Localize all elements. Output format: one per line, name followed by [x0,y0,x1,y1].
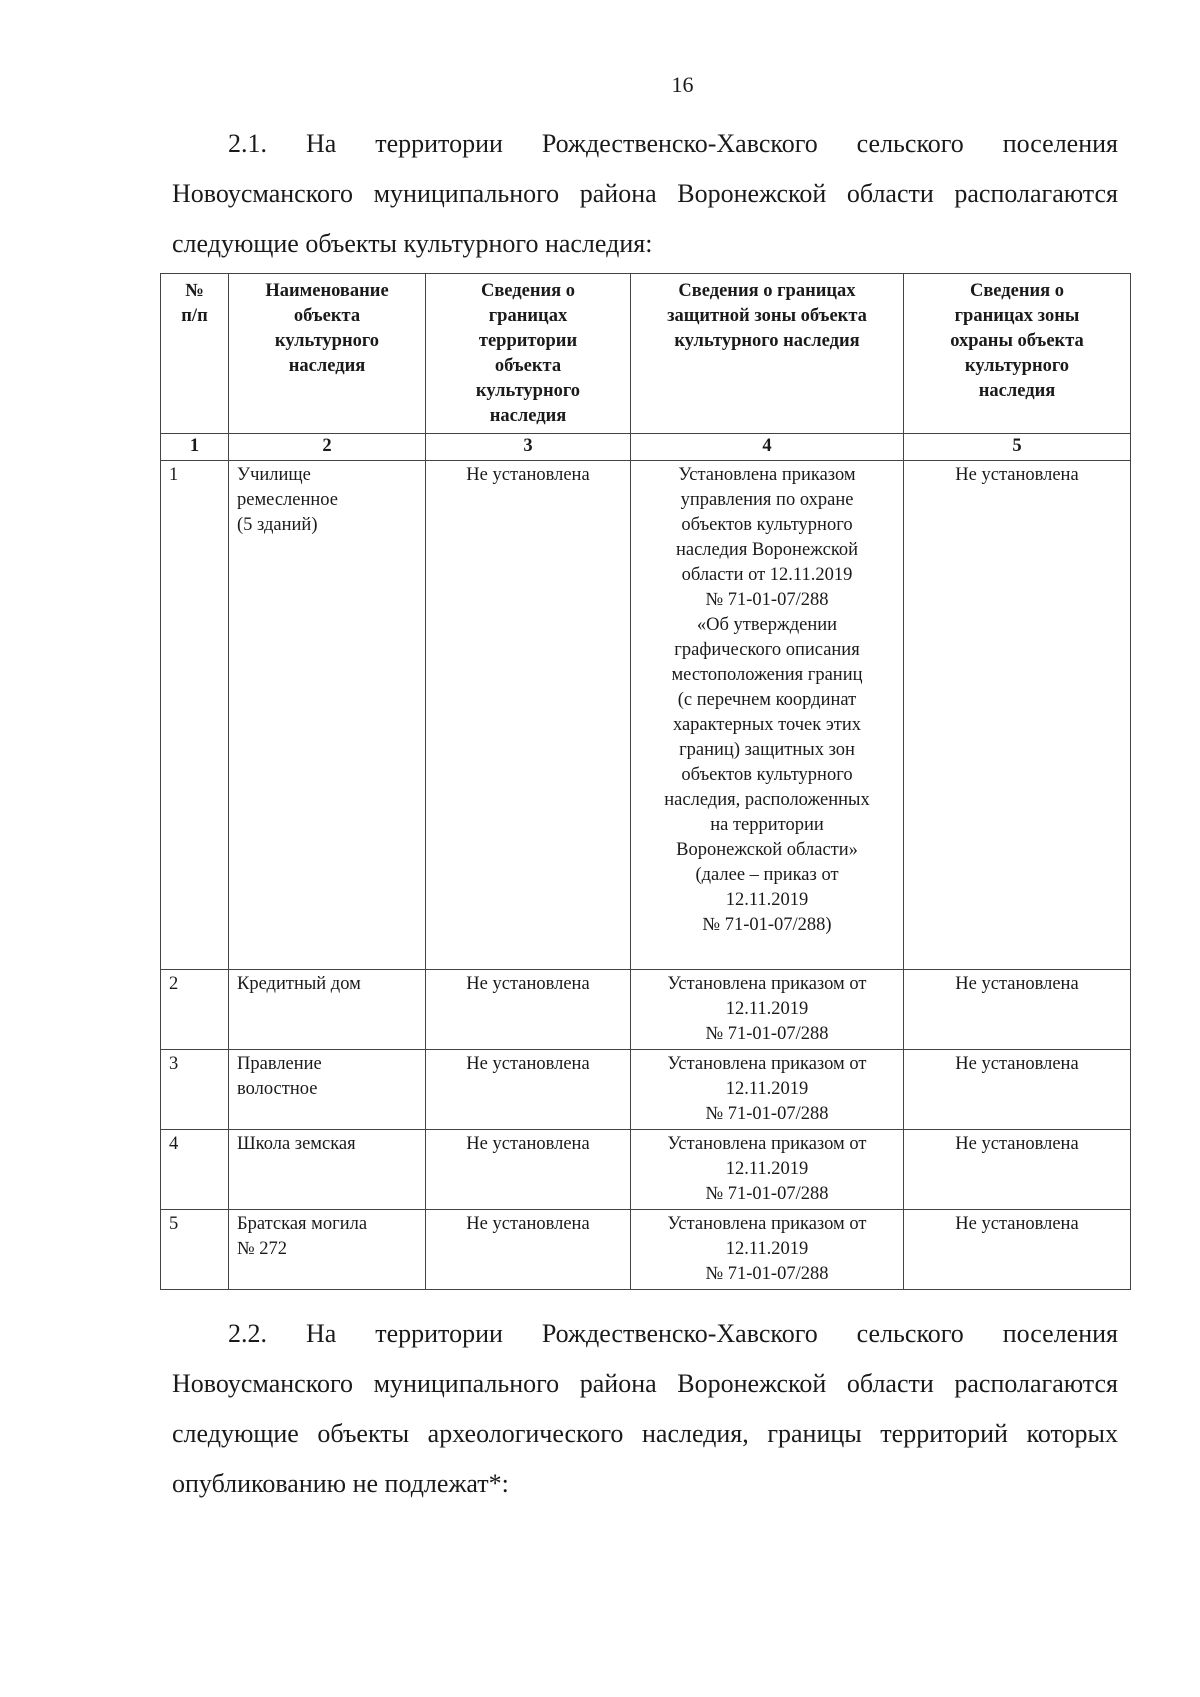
table-row [161,970,1131,1050]
row-number: 2 [161,970,229,1050]
row-number: 3 [161,1050,229,1130]
protective-zone-boundaries: Установлена приказом от 12.11.2019 № 71-01-07/288 [631,1130,904,1210]
protection-zone-boundaries: Не установлена [904,970,1131,1050]
row-number: 1 [161,461,229,970]
protection-zone-boundaries: Не установлена [904,1130,1131,1210]
header-number: № п/п [161,274,229,434]
header-object-name: Наименование объекта культурного наследия [229,274,426,434]
protection-zone-boundaries: Не установлена [904,1210,1131,1290]
paragraph-cultural-heritage-intro: 2.1. На территории Рождественско-Хавского сельского поселения Новоусманского муниципального района Воронежской области располагаются следующие объекты культурного наследия: [172,129,1118,258]
row-number: 4 [161,1130,229,1210]
protective-zone-boundaries: Установлена приказом от 12.11.2019 № 71-01-07/288 [631,970,904,1050]
column-number: 3 [426,434,631,461]
object-name: Училище ремесленное (5 зданий) [229,461,426,970]
table-header-row [161,274,1131,434]
table-row [161,1050,1131,1130]
object-name: Кредитный дом [229,970,426,1050]
territory-boundaries: Не установлена [426,1130,631,1210]
cultural-heritage-table-container [160,273,1130,1290]
object-name: Братская могила № 272 [229,1210,426,1290]
territory-boundaries: Не установлена [426,461,631,970]
header-territory-boundaries: Сведения о границах территории объекта культурного наследия [426,274,631,434]
territory-boundaries: Не установлена [426,970,631,1050]
column-number: 1 [161,434,229,461]
protection-zone-boundaries: Не установлена [904,1050,1131,1130]
column-numbers-row [161,434,1131,461]
protective-zone-boundaries: Установлена приказом от 12.11.2019 № 71-01-07/288 [631,1050,904,1130]
territory-boundaries: Не установлена [426,1210,631,1290]
protective-zone-boundaries: Установлена приказом управления по охране объектов культурного наследия Воронежской области от 12.11.2019 № 71-01-07/288 «Об утверждении графического описания местоположения границ (с перечнем координат характерных точек этих границ) защитных зон объектов культурного наследия, расположенных на территории Воронежской области» (далее – приказ от 12.11.2019 № 71-01-07/288) [631,461,904,970]
column-number: 5 [904,434,1131,461]
header-protection-zone-boundaries: Сведения о границах зоны охраны объекта культурного наследия [904,274,1131,434]
table-row [161,461,1131,970]
table-row [161,1210,1131,1290]
cultural-heritage-table [160,273,1131,1290]
object-name: Правление волостное [229,1050,426,1130]
row-number: 5 [161,1210,229,1290]
column-number: 4 [631,434,904,461]
object-name: Школа земская [229,1130,426,1210]
protective-zone-boundaries: Установлена приказом от 12.11.2019 № 71-01-07/288 [631,1210,904,1290]
header-protective-zone-boundaries: Сведения о границах защитной зоны объекта культурного наследия [631,274,904,434]
paragraph-archaeological-heritage-intro: 2.2. На территории Рождественско-Хавского сельского поселения Новоусманского муниципального района Воронежской области располагаются следующие объекты археологического наследия, границы территорий которых опубликованию не подлежат*: [172,1319,1118,1498]
column-number: 2 [229,434,426,461]
protection-zone-boundaries: Не установлена [904,461,1131,970]
table-row [161,1130,1131,1210]
territory-boundaries: Не установлена [426,1050,631,1130]
page-number: 16 [671,72,694,97]
